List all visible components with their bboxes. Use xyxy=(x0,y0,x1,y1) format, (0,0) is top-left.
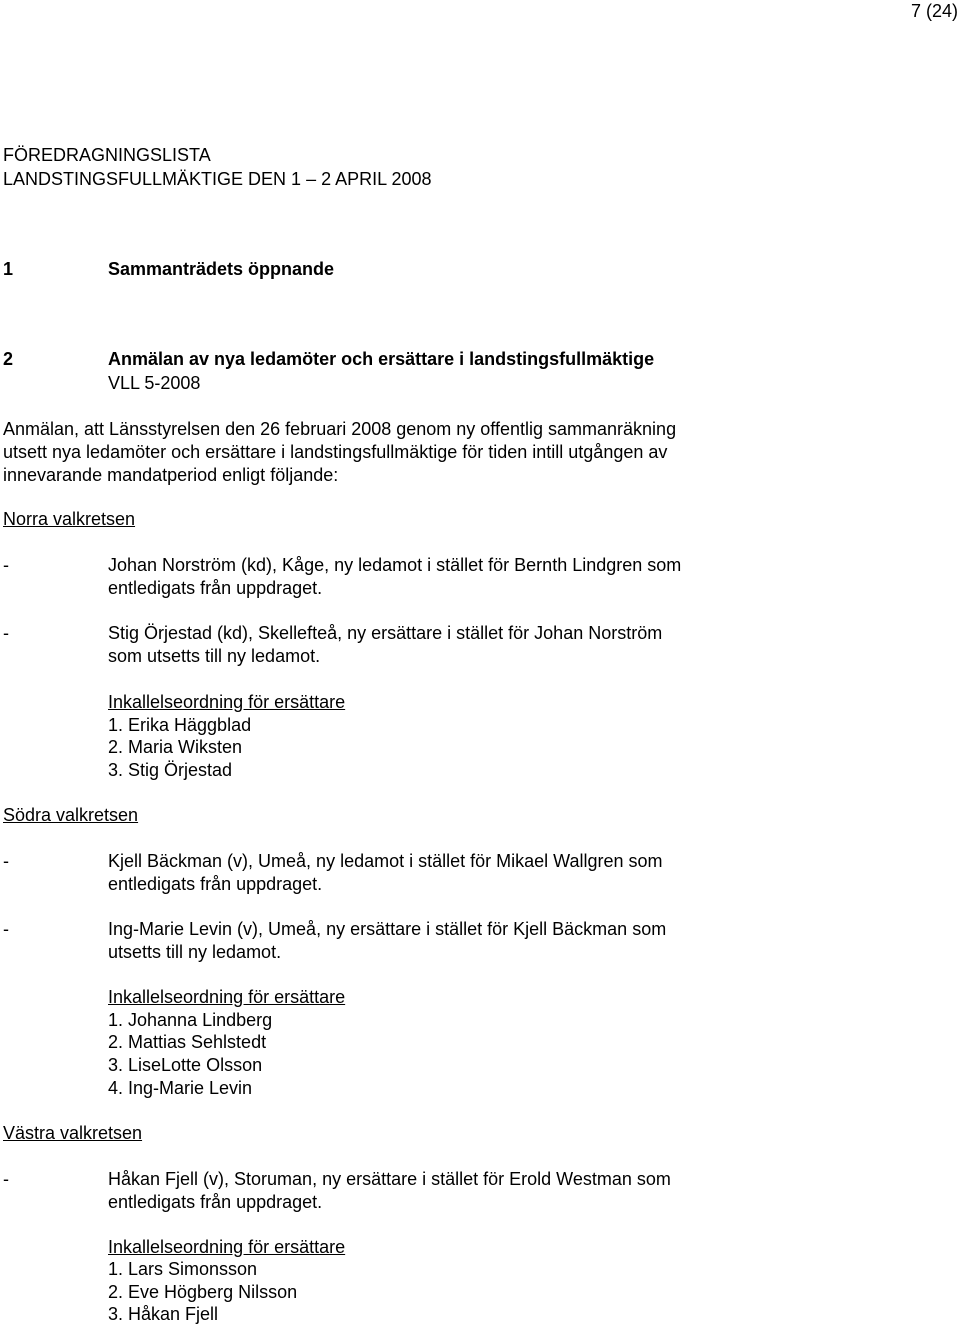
intro-line-2: utsett nya ledamöter och ersättare i landstingsfullmäktige för tiden intill utgången av xyxy=(3,442,668,462)
order-heading: Inkallelseordning för ersättare xyxy=(108,987,346,1007)
order-item: 1. Johanna Lindberg xyxy=(108,1010,273,1030)
list-item-line: entledigats från uppdraget. xyxy=(108,874,323,894)
list-item-line: Ing-Marie Levin (v), Umeå, ny ersättare i stället för Kjell Bäckman som xyxy=(108,919,667,939)
order-item: 4. Ing-Marie Levin xyxy=(108,1078,253,1098)
sodra-heading: Södra valkretsen xyxy=(3,805,139,825)
list-dash: - xyxy=(3,1169,9,1189)
intro-line-3: innevarande mandatperiod enligt följande: xyxy=(3,465,339,485)
order-item: 2. Mattias Sehlstedt xyxy=(108,1032,267,1052)
list-item-line: Johan Norström (kd), Kåge, ny ledamot i stället för Bernth Lindgren som xyxy=(108,555,682,575)
list-item-line: som utsetts till ny ledamot. xyxy=(108,646,321,666)
order-heading: Inkallelseordning för ersättare xyxy=(108,1237,346,1257)
list-dash: - xyxy=(3,851,9,871)
list-item-line: utsetts till ny ledamot. xyxy=(108,942,282,962)
section-1-title: Sammanträdets öppnande xyxy=(108,259,335,279)
list-item-line: Kjell Bäckman (v), Umeå, ny ledamot i stället för Mikael Wallgren som xyxy=(108,851,663,871)
intro-line-1: Anmälan, att Länsstyrelsen den 26 februari 2008 genom ny offentlig sammanräkning xyxy=(3,419,677,439)
page-number: 7 (24) xyxy=(910,1,958,21)
list-dash: - xyxy=(3,555,9,575)
list-item-line: entledigats från uppdraget. xyxy=(108,1192,323,1212)
order-item: 1. Erika Häggblad xyxy=(108,715,252,735)
norra-heading: Norra valkretsen xyxy=(3,509,136,529)
order-heading: Inkallelseordning för ersättare xyxy=(108,692,346,712)
list-dash: - xyxy=(3,919,9,939)
order-item: 3. Stig Örjestad xyxy=(108,760,233,780)
order-item: 3. LiseLotte Olsson xyxy=(108,1055,263,1075)
order-item: 2. Maria Wiksten xyxy=(108,737,243,757)
order-item: 2. Eve Högberg Nilsson xyxy=(108,1282,298,1302)
list-item-line: entledigats från uppdraget. xyxy=(108,578,323,598)
list-dash: - xyxy=(3,623,9,643)
section-2-ref: VLL 5-2008 xyxy=(108,373,201,393)
document-title: FÖREDRAGNINGSLISTA xyxy=(3,145,211,165)
section-1-number: 1 xyxy=(3,259,14,279)
document-subtitle: LANDSTINGSFULLMÄKTIGE DEN 1 – 2 APRIL 2008 xyxy=(3,169,432,189)
list-item-line: Stig Örjestad (kd), Skellefteå, ny ersättare i stället för Johan Norström xyxy=(108,623,663,643)
section-2-number: 2 xyxy=(3,349,14,369)
order-item: 3. Håkan Fjell xyxy=(108,1304,219,1324)
section-2-title: Anmälan av nya ledamöter och ersättare i landstingsfullmäktige xyxy=(108,349,655,369)
list-item-line: Håkan Fjell (v), Storuman, ny ersättare i stället för Erold Westman som xyxy=(108,1169,671,1189)
vastra-heading: Västra valkretsen xyxy=(3,1123,143,1143)
order-item: 1. Lars Simonsson xyxy=(108,1259,258,1279)
